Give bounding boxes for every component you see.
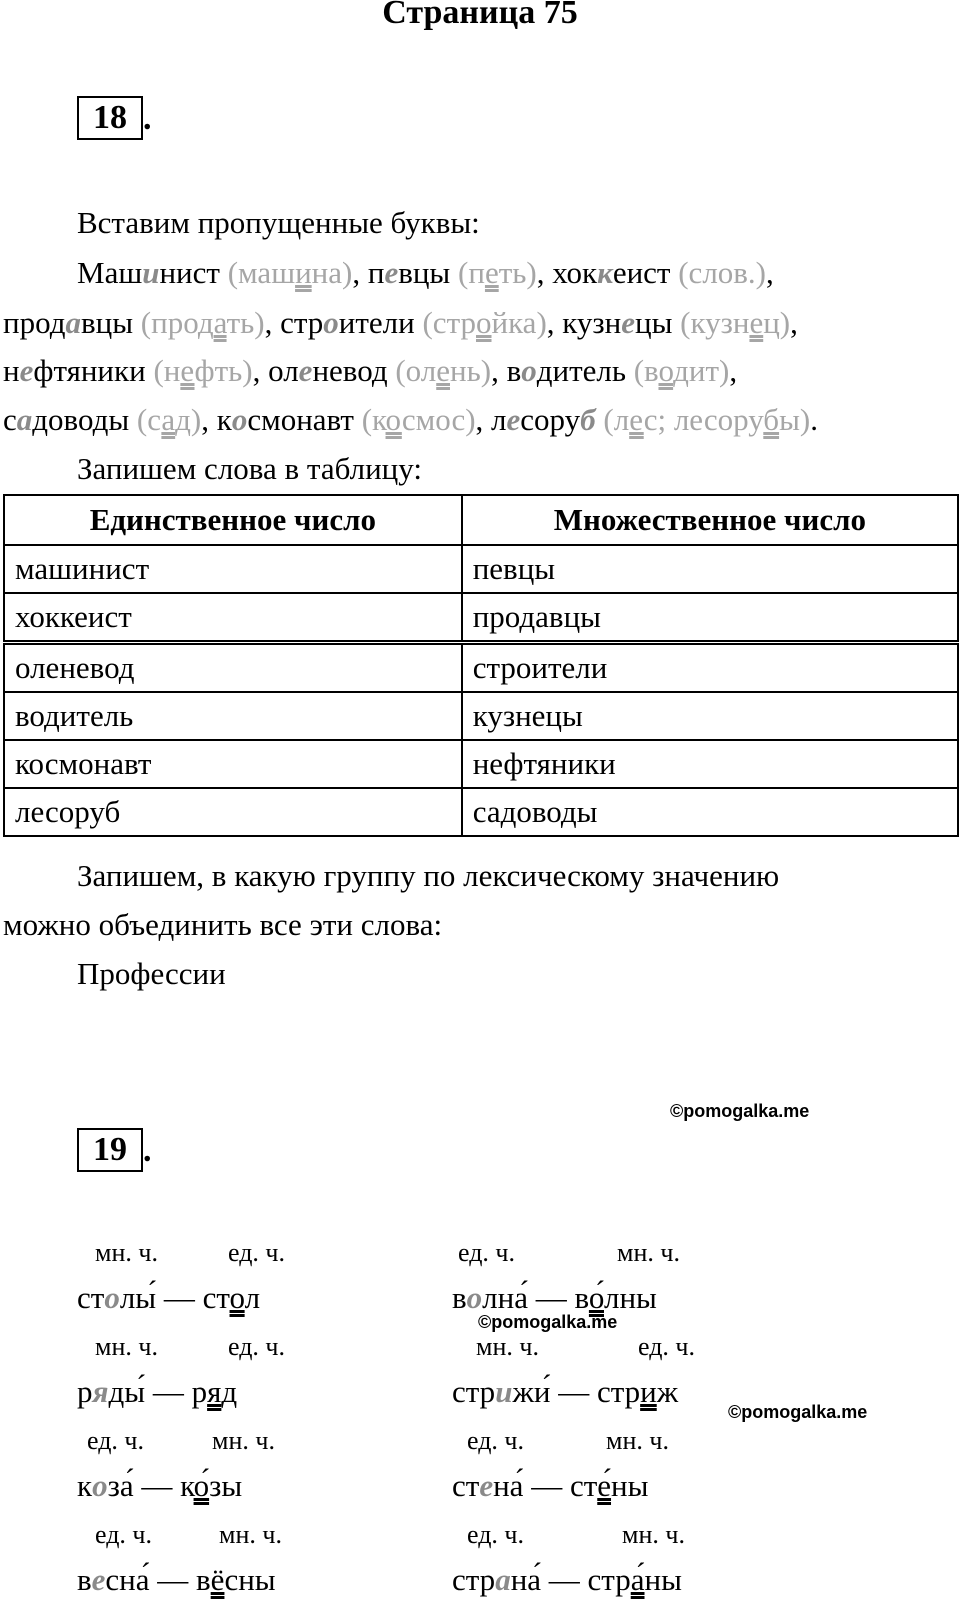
label-plural: мн. ч. bbox=[212, 1426, 275, 1455]
label-plural: мн. ч. bbox=[622, 1520, 685, 1549]
example-strana: страна ́ — стра ́ны bbox=[452, 1562, 682, 1598]
cell-plural: продавцы bbox=[462, 593, 958, 643]
page-title: Страница 75 bbox=[382, 0, 578, 31]
table-row bbox=[4, 692, 958, 740]
example-strizh: стрижи ́ — стриж bbox=[452, 1374, 678, 1410]
question-line-2: можно объединить все эти слова: bbox=[3, 907, 443, 942]
example-volna: волна ́ — во ́лны bbox=[452, 1280, 657, 1316]
label-plural: мн. ч. bbox=[95, 1238, 158, 1267]
task-number-19: 19 bbox=[77, 1128, 143, 1172]
watermark: ©pomogalka.me bbox=[670, 1101, 810, 1121]
cell-plural: садоводы bbox=[462, 788, 958, 836]
example-koza: коза ́ — ко ́зы bbox=[77, 1468, 242, 1504]
table-row bbox=[4, 593, 958, 643]
table-row bbox=[4, 643, 958, 693]
cell-singular: машинист bbox=[4, 545, 462, 593]
cell-plural: нефтяники bbox=[462, 740, 958, 788]
table-row bbox=[4, 545, 958, 593]
watermark: ©pomogalka.me bbox=[728, 1402, 868, 1422]
label-singular: ед. ч. bbox=[638, 1332, 696, 1361]
label-singular: ед. ч. bbox=[467, 1520, 525, 1549]
words-table bbox=[3, 494, 959, 837]
example-stol: столы ́ — стол bbox=[77, 1280, 260, 1316]
label-singular: ед. ч. bbox=[458, 1238, 516, 1267]
table-row bbox=[4, 788, 958, 836]
label-singular: ед. ч. bbox=[95, 1520, 153, 1549]
text-line-4: садоводы (сад), космонавт (космос), лесоруб (лес; лесорубы). bbox=[3, 402, 818, 437]
question-line-1: Запишем, в какую группу по лексическому значению bbox=[77, 858, 780, 893]
header-plural: Множественное число bbox=[462, 495, 958, 545]
cell-singular: водитель bbox=[4, 692, 462, 740]
table-header-row bbox=[4, 495, 958, 545]
example-vesna: весна ́ — вёсны bbox=[77, 1562, 276, 1598]
label-plural: мн. ч. bbox=[606, 1426, 669, 1455]
table-intro: Запишем слова в таблицу: bbox=[77, 451, 422, 486]
text-line-3: нефтяники (нефть), оленевод (олень), водитель (водит), bbox=[3, 353, 738, 388]
task18-intro: Вставим пропущенные буквы: bbox=[77, 205, 480, 240]
header-singular: Единственное число bbox=[4, 495, 462, 545]
label-singular: ед. ч. bbox=[87, 1426, 145, 1455]
task-number-18: 18 bbox=[77, 96, 143, 140]
cell-plural: кузнецы bbox=[462, 692, 958, 740]
table-row bbox=[4, 740, 958, 788]
cell-singular: хоккеист bbox=[4, 593, 462, 643]
label-plural: мн. ч. bbox=[476, 1332, 539, 1361]
cell-singular: оленевод bbox=[4, 643, 462, 693]
example-ryad: ряды ́ — ряд bbox=[77, 1374, 237, 1410]
label-plural: мн. ч. bbox=[617, 1238, 680, 1267]
label-singular: ед. ч. bbox=[228, 1238, 286, 1267]
cell-singular: космонавт bbox=[4, 740, 462, 788]
example-stena: стена ́ — сте ́ны bbox=[452, 1468, 648, 1504]
label-plural: мн. ч. bbox=[219, 1520, 282, 1549]
text-line-2: продавцы (продать), строители (стройка), кузнецы (кузнец), bbox=[3, 305, 798, 340]
cell-plural: певцы bbox=[462, 545, 958, 593]
watermark: ©pomogalka.me bbox=[478, 1312, 618, 1332]
label-singular: ед. ч. bbox=[467, 1426, 525, 1455]
task-number-dot: . bbox=[143, 1132, 152, 1169]
label-plural: мн. ч. bbox=[95, 1332, 158, 1361]
cell-plural: строители bbox=[462, 643, 958, 693]
answer-text: Профессии bbox=[77, 956, 226, 991]
label-singular: ед. ч. bbox=[228, 1332, 286, 1361]
task-number-dot: . bbox=[143, 100, 152, 137]
cell-singular: лесоруб bbox=[4, 788, 462, 836]
text-line-1: Машинист (машина), певцы (петь), хоккеист (слов.), bbox=[77, 255, 774, 290]
